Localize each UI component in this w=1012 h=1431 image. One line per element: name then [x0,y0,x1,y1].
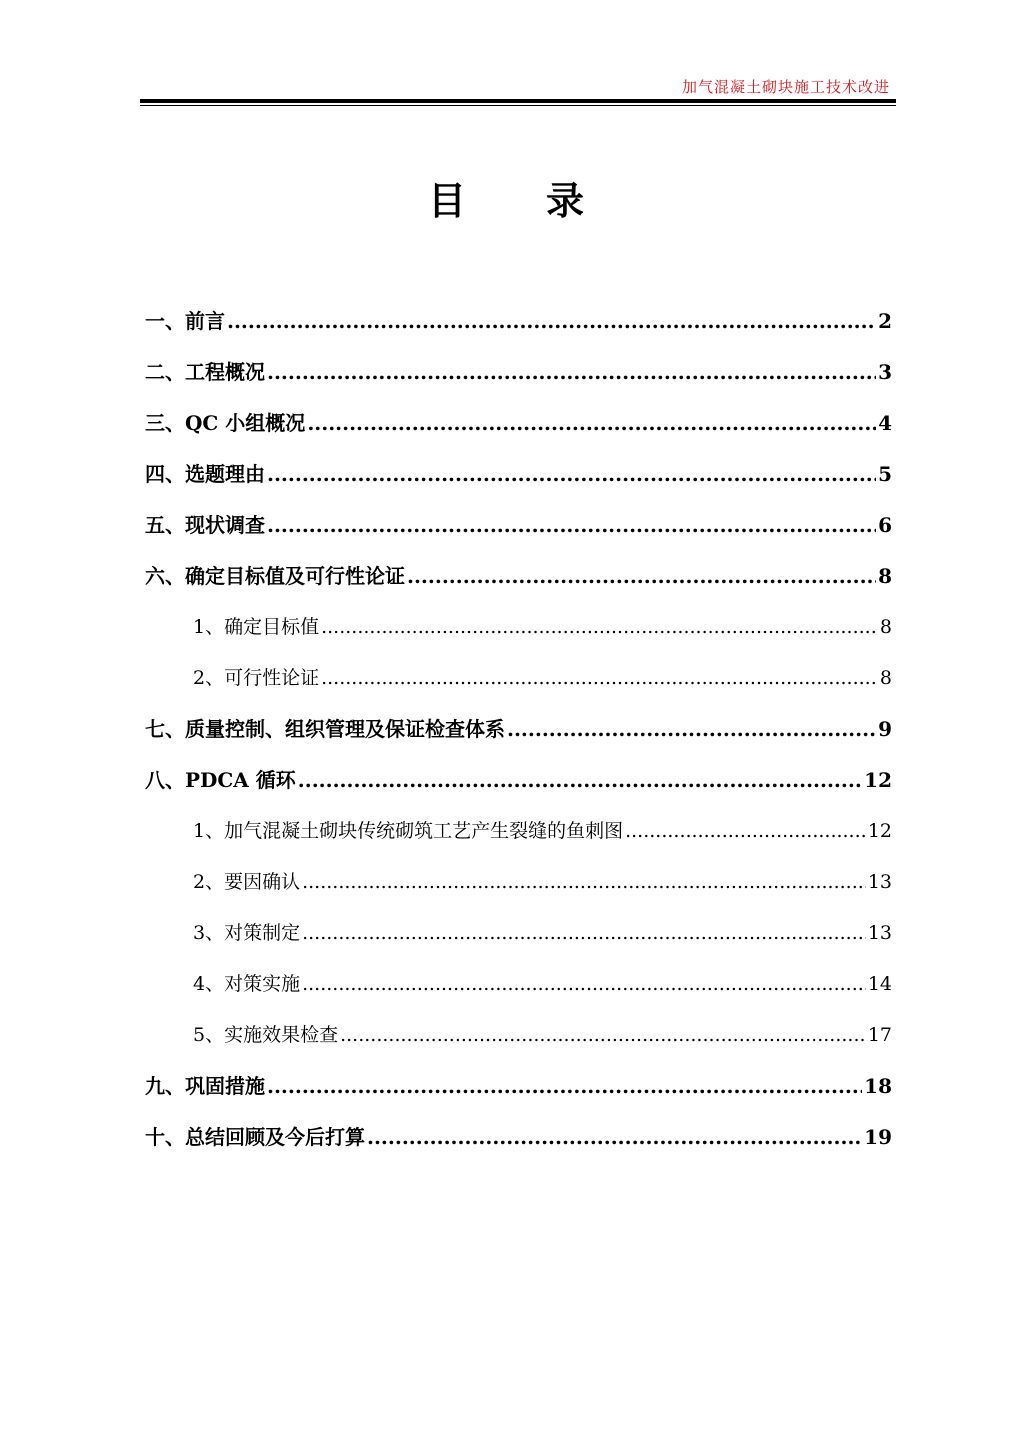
toc-entry-label: 三、QC 小组概况 [145,411,306,435]
toc-leader [625,816,866,846]
toc-entry[interactable] [145,357,892,387]
toc-title-char-1: 目 [427,179,466,223]
toc-entry[interactable] [145,510,892,540]
toc-title-char-2: 录 [546,179,585,223]
toc-entry-page: 12 [867,820,892,842]
toc-subentry[interactable] [193,969,892,999]
toc-entry-page: 19 [864,1125,892,1149]
toc-entry[interactable] [145,1071,892,1101]
toc-entry[interactable] [145,408,892,438]
header-rule [140,99,896,103]
toc-entry[interactable] [145,459,892,489]
toc-entry-page: 12 [864,768,892,792]
toc-entry-label: 六、确定目标值及可行性论证 [145,564,405,588]
toc-entry-label: 五、现状调查 [145,513,265,537]
toc-subentry[interactable] [193,612,892,642]
toc-title [0,170,1012,225]
toc-subentry[interactable] [193,816,892,846]
toc-entry-page: 8 [878,564,892,588]
toc-entry-label: 二、工程概况 [145,360,265,384]
toc-leader [340,1020,866,1050]
toc-subentry[interactable] [193,867,892,897]
toc-entry-label: 2、可行性论证 [193,667,320,689]
toc-entry-page: 14 [867,973,892,995]
running-header: 加气混凝土砌块施工技术改进 [681,78,890,96]
toc-leader [267,1071,862,1101]
toc-leader [302,918,866,948]
toc-entry-label: 九、巩固措施 [145,1074,265,1098]
toc-entry-page: 8 [879,667,892,689]
toc-subentry[interactable] [193,918,892,948]
toc-entry-page: 13 [867,871,892,893]
toc-leader [267,459,876,489]
toc-entry-page: 3 [878,360,892,384]
toc-entry-label: 七、质量控制、组织管理及保证检查体系 [145,717,505,741]
toc-entry-page: 13 [867,922,892,944]
toc-entry-page: 6 [878,513,892,537]
toc-leader [407,561,876,591]
toc-entry-label: 5、实施效果检查 [193,1024,339,1046]
toc-entry[interactable] [145,714,892,744]
toc-entry-page: 5 [878,462,892,486]
toc-entry-page: 2 [878,309,892,333]
toc-leader [298,765,862,795]
toc-entry[interactable] [145,306,892,336]
toc-leader [302,867,866,897]
toc-leader [302,969,866,999]
toc-entry-label: 一、前言 [145,309,225,333]
toc-entry-page: 4 [878,411,892,435]
toc-entry-label: 1、确定目标值 [193,616,320,638]
toc-leader [307,408,876,438]
toc-leader [267,510,876,540]
toc-entry-page: 9 [878,717,892,741]
toc-subentry[interactable] [193,1020,892,1050]
toc-entry-label: 八、PDCA 循环 [145,768,296,792]
toc-entry-label: 4、对策实施 [193,973,301,995]
toc-entry-label: 2、要因确认 [193,871,301,893]
toc-leader [227,306,876,336]
toc-entry-label: 3、对策制定 [193,922,301,944]
toc-subentry[interactable] [193,663,892,693]
toc-entry[interactable] [145,561,892,591]
toc-entry-page: 17 [867,1024,892,1046]
toc-entry-page: 8 [879,616,892,638]
toc-entry-page: 18 [864,1074,892,1098]
toc-leader [321,612,878,642]
toc-entry[interactable] [145,1122,892,1152]
toc-entry-label: 四、选题理由 [145,462,265,486]
toc-leader [507,714,876,744]
toc-entry-label: 十、总结回顾及今后打算 [145,1125,365,1149]
header-rule-thin [140,105,896,106]
toc-leader [367,1122,862,1152]
toc-leader [321,663,878,693]
toc-leader [267,357,876,387]
toc-entry-label: 1、加气混凝土砌块传统砌筑工艺产生裂缝的鱼刺图 [193,820,624,842]
toc-entry[interactable] [145,765,892,795]
